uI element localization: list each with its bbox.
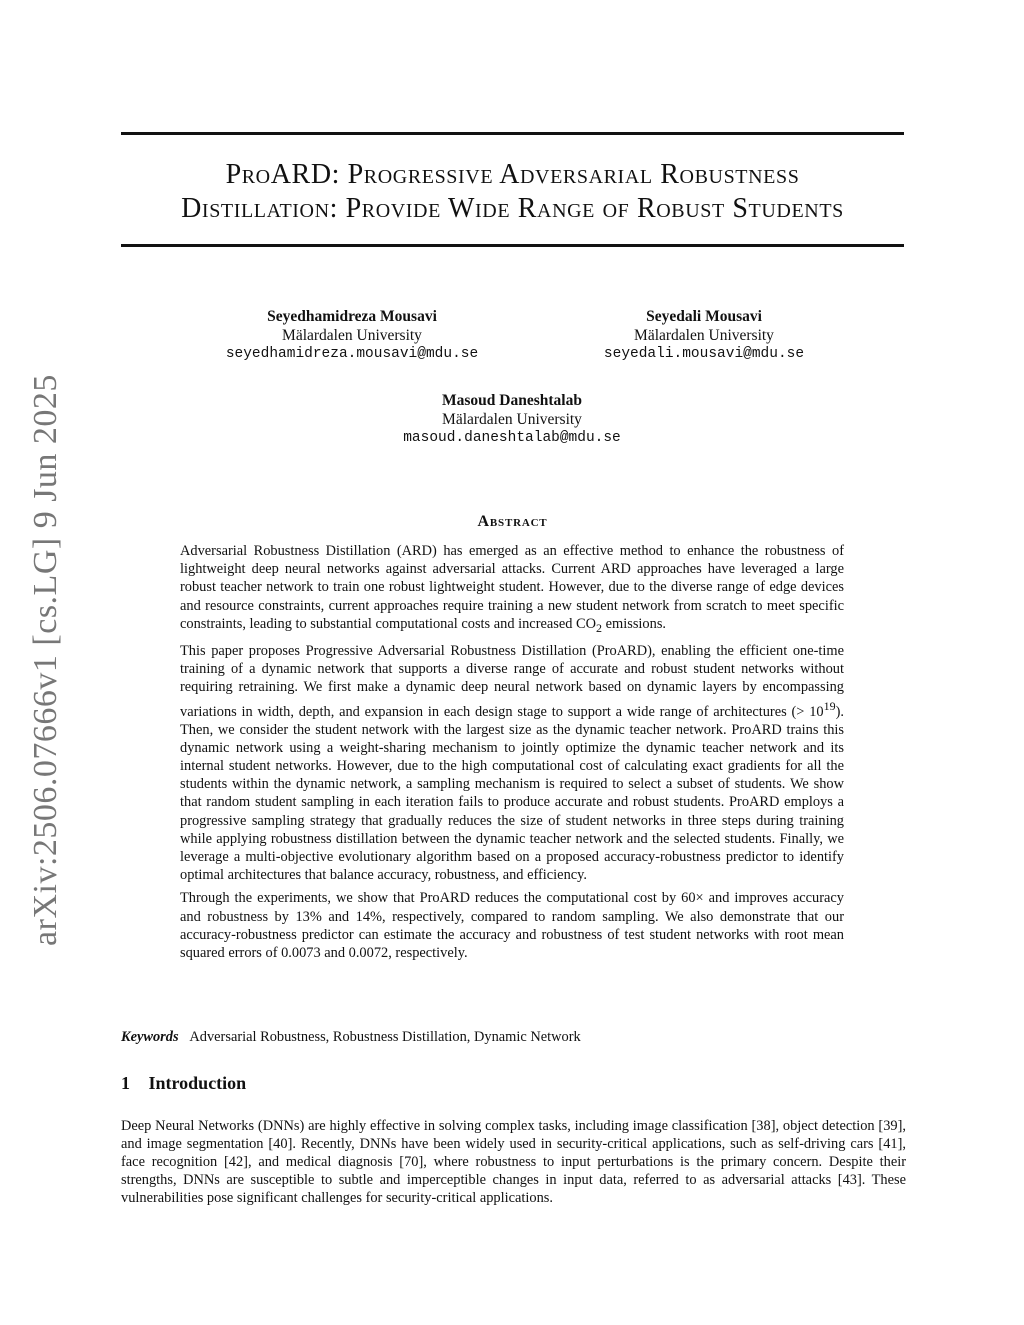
superscript: 19: [823, 698, 836, 713]
author-name: Masoud Daneshtalab: [442, 392, 582, 409]
title-top-rule: [121, 132, 904, 135]
author-email: seyedhamidreza.mousavi@mdu.se: [225, 346, 479, 362]
abstract-paragraph-2: [180, 642, 844, 884]
abstract-heading: Abstract: [477, 513, 548, 530]
keywords-line: [121, 1028, 581, 1046]
abstract-body: [180, 542, 844, 967]
author-affiliation: Mälardalen University: [634, 327, 774, 344]
abstract-paragraph-3: Through the experiments, we show that ProARD reduces the computational cost by 60× and improves accuracy and robustness by 13% and 14%, respectively, compared to random sampling. We also demonstrate that our accuracy-robustness predictor can estimate the accuracy and robustness of test student networks with root mean squared errors of 0.0073 and 0.0072, respectively.: [180, 890, 844, 961]
abstract-text: Adversarial Robustness Distillation (ARD) has emerged as an effective method to enhance the robustness of lightweight deep neural networks against adversarial attacks. Current ARD approaches have leveraged a large robust teacher network to train one robust lightweight student. However, due to the diverse range of edge devices and resource constraints, current approaches require training a new student network from scratch to meet specific constraints, leading to substantial computational costs and increased CO: [180, 543, 844, 632]
title-line-1: ProARD: Progressive Adversarial Robustness: [225, 159, 800, 190]
abstract-text: emissions.: [602, 615, 667, 632]
title-line-2: Distillation: Provide Wide Range of Robust Students: [181, 193, 844, 224]
title-bottom-rule: [121, 244, 904, 247]
keywords-label: Keywords: [121, 1029, 179, 1045]
paper-title: [121, 158, 904, 226]
section-title: Introduction: [148, 1073, 247, 1093]
author-affiliation: Mälardalen University: [282, 327, 422, 344]
abstract-text: This paper proposes Progressive Adversarial Robustness Distillation (ProARD), enabling the efficient one-time training of a dynamic network that supports a diverse range of accurate and robust student networks without requiring retraining. We first make a dynamic deep neural network based on dynamic layers by encompassing variations in width, depth, and expansion in each design stage to support a wide range of architectures (> 10: [180, 642, 844, 720]
arxiv-identifier: arXiv:2506.07666v1 [cs.LG] 9 Jun 2025: [27, 374, 64, 946]
author-block-1: [202, 307, 502, 364]
keywords-text: Adversarial Robustness, Robustness Distillation, Dynamic Network: [189, 1029, 581, 1045]
author-block-3: [362, 391, 662, 448]
author-email: masoud.daneshtalab@mdu.se: [403, 430, 621, 446]
subscript: 2: [596, 620, 603, 635]
section-number: 1: [121, 1073, 130, 1093]
author-block-2: [554, 307, 854, 364]
section-heading-introduction: [121, 1073, 246, 1094]
author-affiliation: Mälardalen University: [442, 411, 582, 428]
abstract-text: ). Then, we consider the student network with the largest size as the dynamic teacher network. ProARD trains this dynamic network using a weight-sharing mechanism to jointly optimize the dynamic teacher network and its internal student networks. However, due to the high computational cost of calculating exact gradients for all the students within the dynamic network, a sampling mechanism is required to select a subset of students. We show that random student sampling in each iteration fails to produce accurate and robust students. ProARD employs a progressive sampling strategy that gradually reduces the size of student networks in three steps during training while applying robustness distillation between the dynamic teacher network and the selected students. Finally, we leverage a multi-objective evolutionary algorithm based on a proposed accuracy-robustness predictor to identify optimal architectures that balance accuracy, robustness, and efficiency.: [180, 703, 844, 884]
introduction-paragraph: Deep Neural Networks (DNNs) are highly effective in solving complex tasks, including image classification [38], object detection [39], and image segmentation [40]. Recently, DNNs have been widely used in security-critical applications, such as self-driving cars [41], face recognition [42], and medical diagnosis [70], where robustness to input perturbations is the primary concern. Despite their strengths, DNNs are susceptible to subtle and imperceptible changes in input data, referred to as adversarial attacks [43]. These vulnerabilities pose significant challenges for security-critical applications.: [121, 1118, 906, 1206]
abstract-paragraph-1: [180, 542, 844, 637]
author-name: Seyedhamidreza Mousavi: [267, 308, 437, 325]
author-email: seyedali.mousavi@mdu.se: [603, 346, 805, 362]
author-name: Seyedali Mousavi: [646, 308, 762, 325]
